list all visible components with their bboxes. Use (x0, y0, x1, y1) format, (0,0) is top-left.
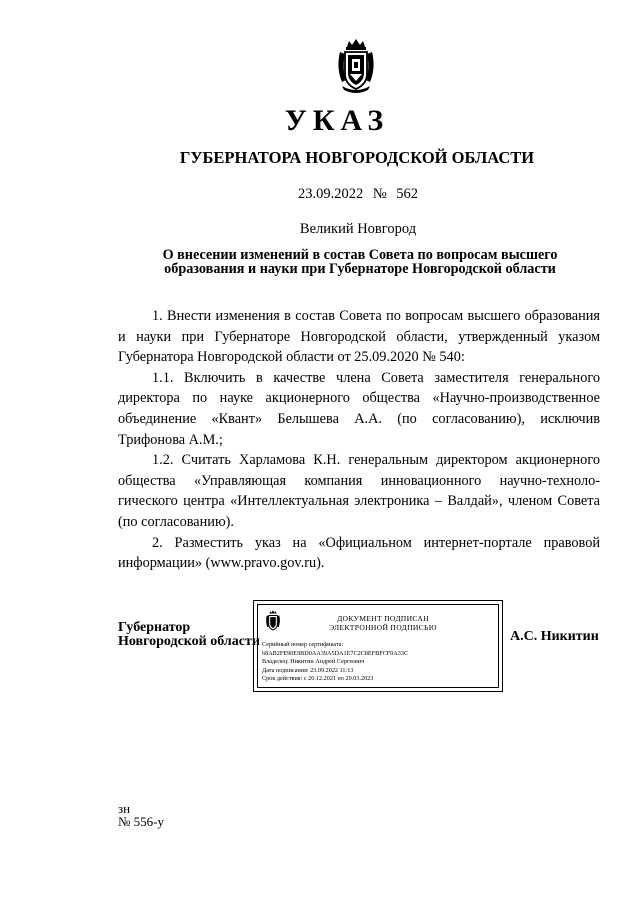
stamp-signed-date: Дата подписания: 23.09.2022 11:13 (262, 666, 354, 674)
stamp-details (262, 641, 408, 684)
electronic-signature-stamp (253, 600, 503, 692)
stamp-owner: Владелец: Никитин Андрей Сергеевич (262, 658, 365, 666)
stamp-serial-label: Серийный номер сертификата: (262, 641, 344, 648)
stamp-heading-line-2: ЭЛЕКТРОННОЙ ПОДПИСЬЮ (329, 623, 437, 632)
signatory-name: А.С. Никитин (510, 629, 599, 644)
footer-reg-number: № 556-у (118, 814, 164, 829)
document-date: 23.09.2022 (297, 186, 364, 202)
document-subtitle: ГУБЕРНАТОРА НОВГОРОДСКОЙ ОБЛАСТИ (179, 148, 535, 167)
footer-code: зн (118, 801, 131, 816)
heading-line-1: О внесении изменений в состав Совета по вопросам высшего (162, 247, 558, 263)
stamp-heading-line-1: ДОКУМЕНТ ПОДПИСАН (337, 614, 429, 623)
document-number: 562 (396, 186, 419, 202)
city: Великий Новгород (299, 221, 417, 237)
stamp-frame (257, 604, 499, 688)
number-sign: № (372, 186, 387, 202)
paragraph-1: 1. Внести изменения в состав Совета по вопросам высшего образования и науки при Губернаторе Новгородской области, утвержденный указом Губернатора Новгородской области от 25.09.2020 № 540: (118, 308, 600, 366)
stamp-coat-of-arms-icon (264, 610, 282, 632)
date-number-line (0, 186, 640, 203)
paragraph-1-2: 1.2. Считать Харламова К.Н. генеральным директором акционерного общества «Управляющая компания инновационного научно-техноло-гического центра «Интеллектуальная электроника – Валдай», членом Совета (по согласованию). (118, 452, 600, 530)
document-title: УКАЗ (284, 104, 390, 137)
footer-registration (118, 802, 164, 828)
document-body (118, 306, 600, 574)
paragraph-2: 2. Разместить указ на «Официальном интернет-портале правовой информации» (www.pravo.gov.ru). (118, 534, 600, 572)
heading-line-2: образования и науки при Губернаторе Новгородской области (164, 261, 556, 277)
stamp-heading (298, 614, 468, 632)
position-line-2: Новгородской области (118, 634, 260, 649)
paragraph-1-1: 1.1. Включить в качестве члена Совета заместителя генерального директора по науке акционерного общества «Научно-производственное объединение «Квант» Белышева А.А. (по согласованию), исключив Трифонова А.М.; (118, 369, 600, 448)
document-heading (150, 248, 570, 276)
position-line-1: Губернатор (118, 620, 191, 635)
coat-of-arms-icon (334, 38, 378, 94)
signatory-position (118, 621, 260, 649)
stamp-serial: 68AB2FE90E9BD0AA39A5DA1E7C2C8EFBFCF0A33C (262, 649, 409, 657)
stamp-validity: Срок действия: с 20.12.2021 по 20.03.2023 (262, 675, 374, 683)
